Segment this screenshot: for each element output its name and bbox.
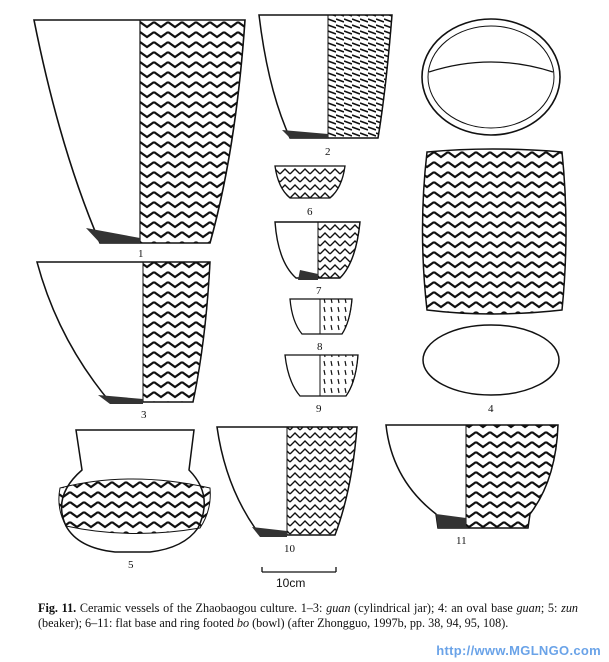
caption-text-1: Ceramic vessels of the Zhaobaogou culture. 1–3:	[76, 601, 327, 615]
caption-text-5: (bowl) (after Zhongguo, 1997b, pp. 38, 94, 95, 108).	[249, 616, 509, 630]
vessel-number-label: 11	[456, 535, 467, 547]
vessel-2	[259, 15, 392, 158]
vessel-7	[275, 222, 360, 297]
vessel-number-label: 7	[316, 285, 322, 297]
figure-caption	[38, 601, 578, 631]
caption-term-guan: guan	[326, 601, 351, 615]
caption-term-bo: bo	[236, 616, 250, 630]
vessel-3	[37, 262, 210, 421]
vessel-5	[59, 430, 210, 571]
caption-term-zun: zun	[561, 601, 579, 615]
vessel-number-label: 2	[325, 146, 331, 158]
vessel-number-label: 8	[317, 341, 323, 353]
caption-text-4: (beaker); 6–11: flat base and ring footed	[38, 616, 237, 630]
scale-bar	[262, 567, 336, 590]
vessel-number-label: 9	[316, 403, 322, 415]
vessel-10	[217, 427, 357, 555]
scale-label: 10cm	[276, 576, 306, 590]
vessel-8	[290, 299, 352, 353]
vessel-number-label: 10	[284, 543, 295, 555]
caption-term-guan-2: guan	[516, 601, 541, 615]
caption-text-2: (cylindrical jar); 4: an oval base	[350, 601, 517, 615]
vessel-number-label: 1	[138, 248, 144, 260]
vessel-1	[34, 20, 245, 260]
figure-label: Fig. 11.	[38, 601, 77, 615]
vessel-4	[422, 19, 566, 415]
vessel-11	[386, 425, 558, 547]
caption-text-3: ; 5:	[540, 601, 562, 615]
vessel-number-label: 6	[307, 206, 313, 218]
vessel-number-label: 5	[128, 559, 134, 571]
vessel-number-label: 4	[488, 403, 494, 415]
watermark-url: http://www.MGLNGO.com	[436, 643, 601, 658]
vessel-6	[275, 166, 345, 218]
vessel-9	[285, 355, 358, 415]
vessel-number-label: 3	[141, 409, 147, 421]
